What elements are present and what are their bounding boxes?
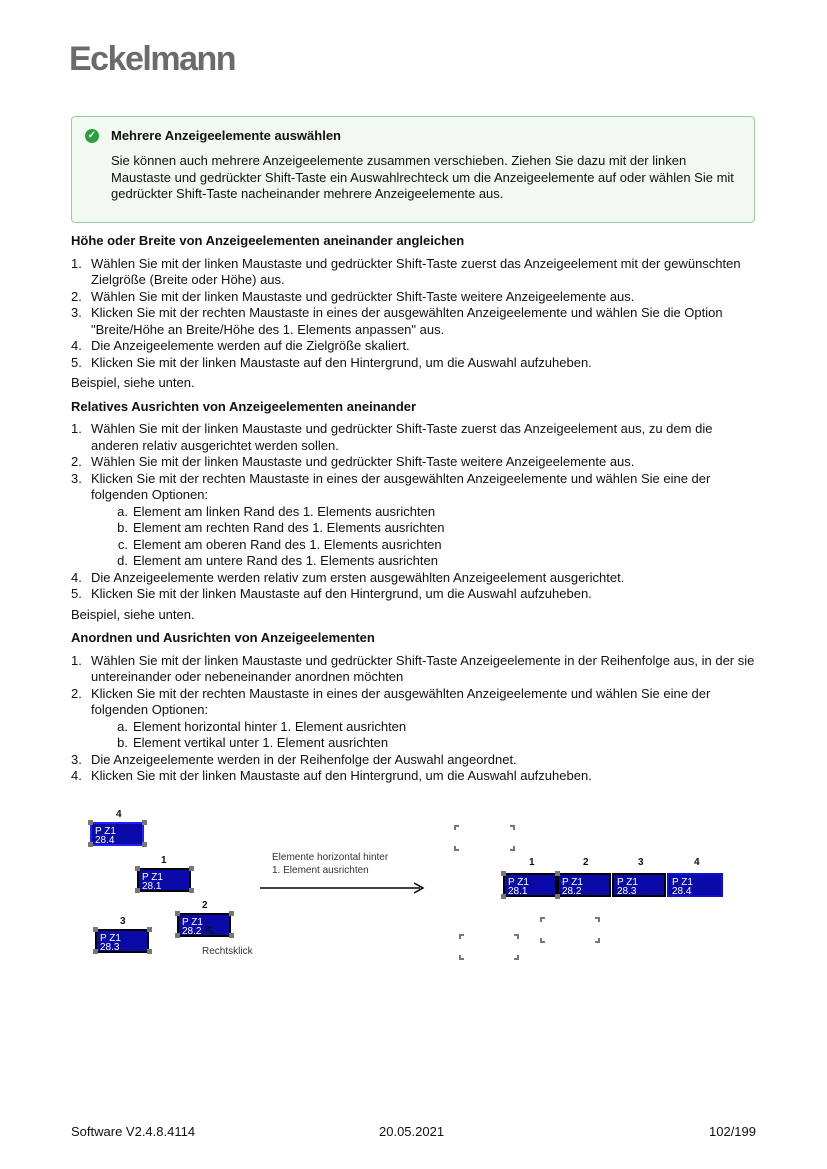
steps-list [71,653,761,785]
steps-list [71,421,761,603]
section-heading: Relatives Ausrichten von Anzeigeelementen aneinander [71,398,417,414]
example-note: Beispiel, siehe unten. [71,375,195,390]
list-item: c. Element am oberen Rand des 1. Elements ausrichten [117,536,442,552]
logo: Eckelmann [69,40,236,78]
cursor-icon: ↖ [204,923,218,940]
element-number: 4 [694,857,700,868]
display-element: P Z1 28.2 [557,873,611,897]
list-item: 2. Wählen Sie mit der linken Maustaste und gedrückter Shift-Taste weitere Anzeigeelemente aus. [71,288,635,304]
display-element: P Z1 28.3 [95,929,149,953]
list-item: 2. Wählen Sie mit der linken Maustaste und gedrückter Shift-Taste weitere Anzeigeelemente aus. [71,454,635,469]
element-number: 1 [161,855,167,866]
list-item: 2. Klicken Sie mit der rechten Maustaste in eines der ausgewählten Anzeigeelemente und wählen Sie eine der folgenden Optionen: a. Element horizontal hinter 1. Element ausrichten b. Element vertikal unter 1. Element ausrichten [71,686,761,752]
display-element: P Z1 28.3 [612,873,666,897]
footer-version: Software V2.4.8.4114 [71,1124,196,1139]
list-item: 4. Die Anzeigeelemente werden auf die Zielgröße skaliert. [71,338,410,353]
options-list [71,719,761,752]
section-heading: Höhe oder Breite von Anzeigeelementen aneinander angleichen [71,233,465,248]
list-item: a. Element am linken Rand des 1. Elements ausrichten [117,503,436,519]
footer-date: 20.05.2021 [379,1124,445,1139]
list-item: a. Element horizontal hinter 1. Element ausrichten [117,718,407,734]
display-element: P Z1 28.1 [137,868,191,892]
content [71,233,761,785]
rightclick-label: Rechtsklick [202,946,253,957]
list-item: b. Element am rechten Rand des 1. Elements ausrichten [117,520,445,535]
list-item: 5. Klicken Sie mit der linken Maustaste auf den Hintergrund, um die Auswahl aufzuheben. [71,354,592,370]
list-item: 3. Klicken Sie mit der rechten Maustaste in eines der ausgewählten Anzeigeelemente und wählen Sie eine der folgenden Optionen: a. Element am linken Rand des 1. Elements ausrichten b. Element am rechten Rand des 1. Elements ausrichten c. Element am oberen Rand des 1. Elements ausrichten d. Element am untere Rand des 1. Elements ausrichten [71,471,761,570]
list-item: 1. Wählen Sie mit der linken Maustaste und gedrückter Shift-Taste zuerst das Anzeigeelement mit der gewünschten Zielgröße (Breite oder Höhe) aus. [71,255,741,287]
note-body: Sie können auch mehrere Anzeigeelemente zusammen verschieben. Ziehen Sie dazu mit der linken Maustaste und gedrückter Shift-Taste ein Auswahlrechteck um die Anzeigeelemente auf oder wählen Sie mit gedrückter Shift-Taste nacheinander mehrere Anzeigeelemente aus. [111,153,734,201]
display-element: P Z1 28.1 [503,873,557,897]
element-number: 3 [120,916,126,927]
element-number: 2 [583,857,589,868]
footer-page: 102/199 [709,1124,756,1139]
element-number: 3 [638,857,644,868]
element-number: 4 [116,809,122,820]
note-title: Mehrere Anzeigeelemente auswählen [111,128,341,143]
section-heading: Anordnen und Ausrichten von Anzeigeelementen [71,630,375,645]
list-item: 4. Klicken Sie mit der linken Maustaste auf den Hintergrund, um die Auswahl aufzuheben. [71,768,592,783]
list-item: b. Element vertikal unter 1. Element ausrichten [117,735,389,750]
display-element: P Z1 28.4 [667,873,723,897]
element-number: 1 [529,857,535,868]
arrow-icon [258,882,428,894]
alignment-diagram [0,800,827,980]
list-item: 3. Klicken Sie mit der rechten Maustaste in eines der ausgewählten Anzeigeelemente und wählen Sie die Option "Breite/Höhe an Breite/Höhe des 1. Elements anpassen" aus. [71,305,723,337]
list-item: d. Element am untere Rand des 1. Elements ausrichten [117,553,438,568]
options-list [71,504,761,570]
display-element: P Z1 28.4 [90,822,144,846]
steps-list [71,256,761,372]
list-item: 1. Wählen Sie mit der linken Maustaste und gedrückter Shift-Taste Anzeigeelemente in der Reihenfolge aus, in der sie untereinander oder nebeneinander anordnen möchten [71,652,755,684]
element-number: 2 [202,900,208,911]
check-circle-icon: ✓ [85,129,99,143]
list-item: 3. Die Anzeigeelemente werden in der Reihenfolge der Auswahl angeordnet. [71,751,517,767]
info-note [71,116,755,223]
arrow-label: Elemente horizontal hinter 1. Element ausrichten [272,852,389,876]
list-item: 1. Wählen Sie mit der linken Maustaste und gedrückter Shift-Taste zuerst das Anzeigeelement aus, zu dem die anderen relativ ausgerichtet werden sollen. [71,421,713,453]
display-element: P Z1 28.2 [177,913,231,937]
list-item: 5. Klicken Sie mit der linken Maustaste auf den Hintergrund, um die Auswahl aufzuheben. [71,586,592,601]
list-item: 4. Die Anzeigeelemente werden relativ zum ersten ausgewählten Anzeigeelement ausgerichtet. [71,569,625,585]
example-note: Beispiel, siehe unten. [71,606,195,622]
